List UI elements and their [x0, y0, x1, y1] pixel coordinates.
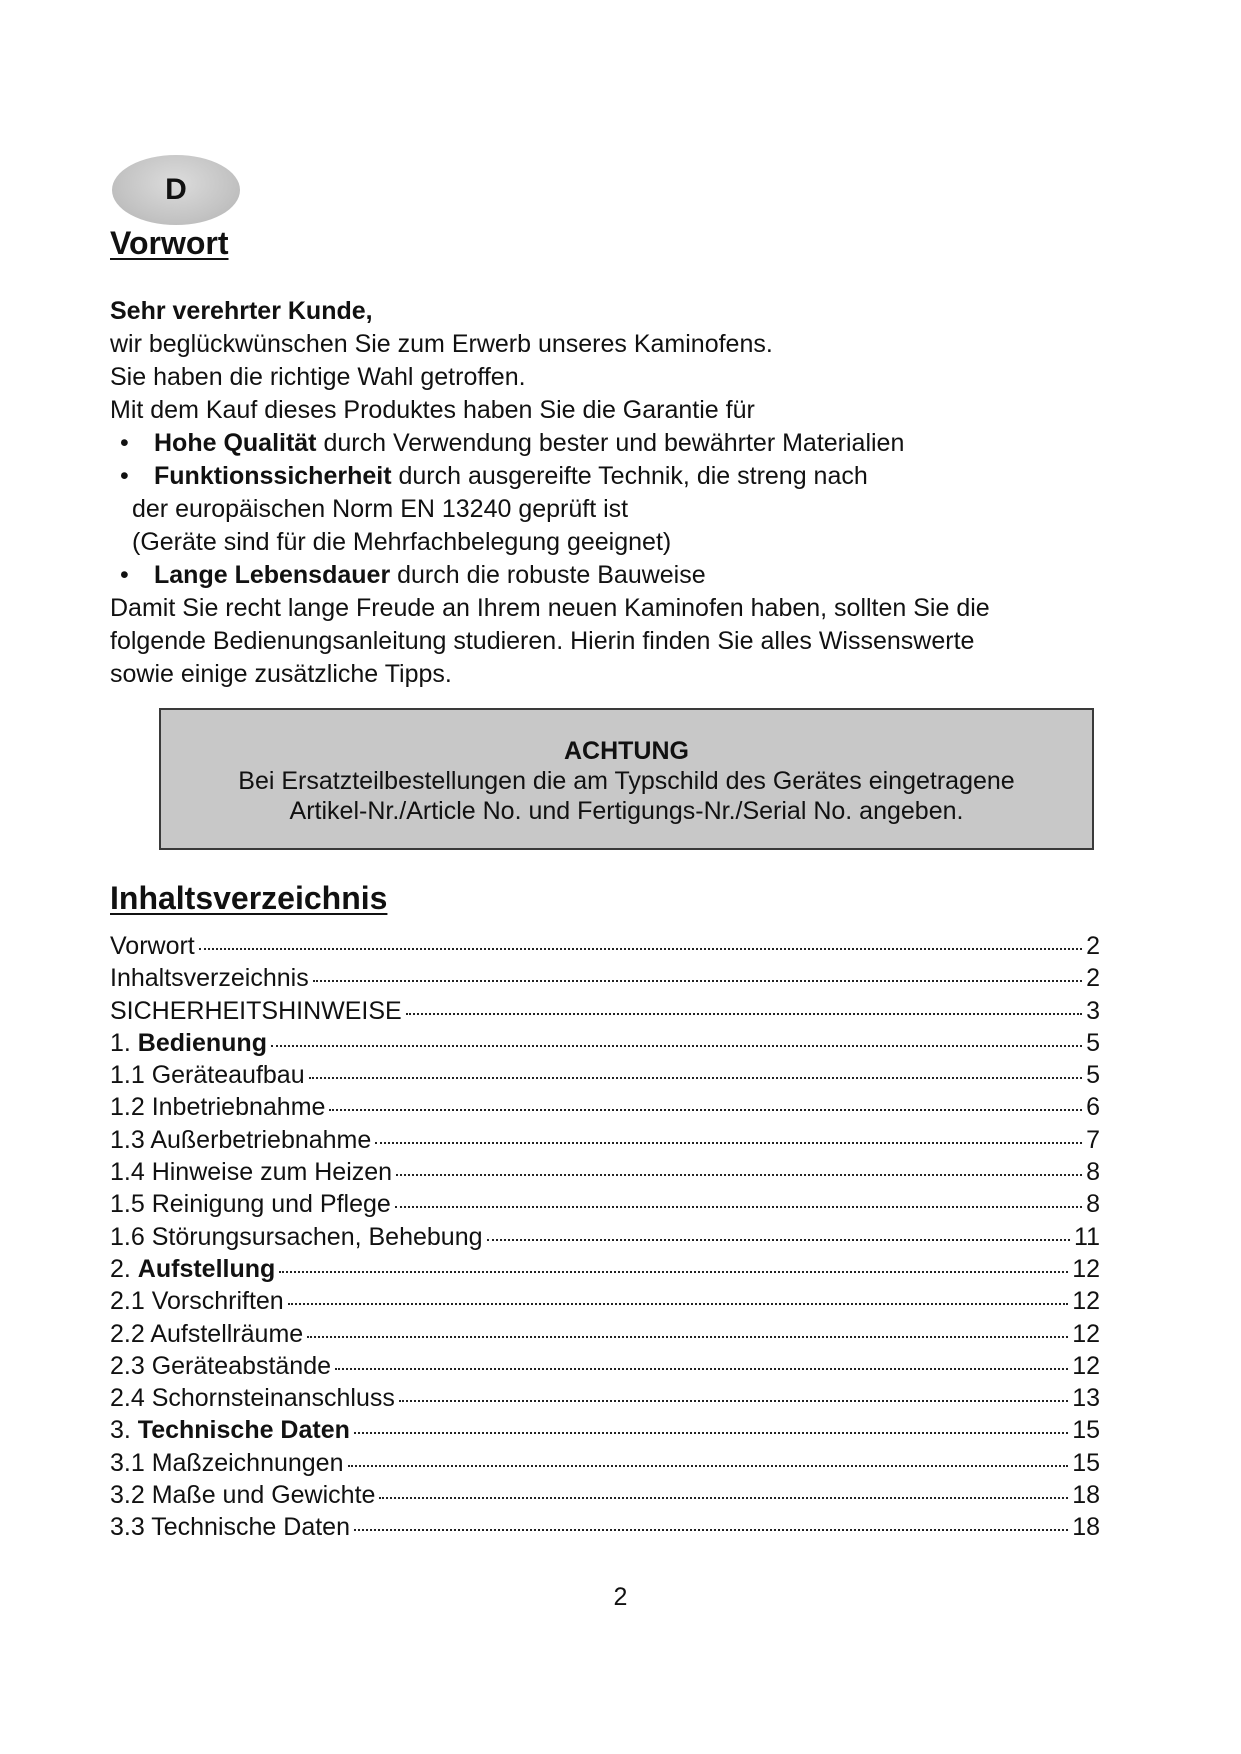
- toc-page: 12: [1072, 1351, 1100, 1380]
- toc-label: [110, 1285, 284, 1317]
- closing-line: Damit Sie recht lange Freude an Ihrem neuen Kaminofen haben, sollten Sie die: [110, 594, 990, 622]
- toc-number: 1.2: [110, 1093, 152, 1122]
- toc-entry: [110, 1285, 1100, 1317]
- toc-page: 12: [1072, 1319, 1100, 1348]
- toc-number: 3.1: [110, 1448, 152, 1477]
- bullet-text: durch ausgereifte Technik, die streng nach: [391, 462, 868, 490]
- toc-entry: [110, 1350, 1100, 1382]
- bullet-bold: Funktionssicherheit: [154, 462, 392, 490]
- toc-label: [110, 1124, 371, 1156]
- toc-leader-dots: [329, 1109, 1082, 1111]
- toc-label: [110, 1188, 391, 1220]
- toc-page: 15: [1072, 1448, 1100, 1477]
- bullet-text: durch Verwendung bester und bewährter Materialien: [316, 429, 905, 457]
- language-badge: [112, 155, 240, 225]
- warning-line: Artikel-Nr./Article No. und Fertigungs-Nr./Serial No. angeben.: [289, 797, 964, 825]
- toc-label: [110, 1318, 303, 1350]
- bullet-item: [110, 427, 1110, 460]
- toc-entry: [110, 1511, 1100, 1543]
- toc-entry: [110, 1447, 1100, 1479]
- toc-page: 18: [1072, 1481, 1100, 1510]
- warning-box: [159, 708, 1094, 850]
- toc-heading: Inhaltsverzeichnis: [110, 880, 388, 916]
- toc-label: [110, 1382, 395, 1414]
- toc-entry: [110, 1027, 1100, 1059]
- toc-leader-dots: [379, 1497, 1068, 1499]
- bullet-icon: •: [120, 429, 129, 457]
- toc-leader-dots: [348, 1465, 1069, 1467]
- toc-entry: [110, 1479, 1100, 1511]
- toc-label: [110, 1447, 344, 1479]
- toc-entry: [110, 1091, 1100, 1123]
- toc-entry: [110, 962, 1100, 994]
- toc-leader-dots: [396, 1174, 1082, 1176]
- toc-number: 1.5: [110, 1190, 152, 1219]
- warning-title: ACHTUNG: [564, 737, 689, 765]
- toc-leader-dots: [313, 980, 1082, 982]
- toc-entry: [110, 1059, 1100, 1091]
- toc-leader-dots: [487, 1239, 1071, 1241]
- toc-title: Inbetriebnahme: [151, 1093, 326, 1122]
- toc-page: 2: [1086, 964, 1100, 993]
- bullet-bold: Lange Lebensdauer: [154, 561, 391, 589]
- warning-line: Bei Ersatzteilbestellungen die am Typschild des Gerätes eingetragene: [238, 767, 1015, 795]
- toc-page: 6: [1086, 1093, 1100, 1122]
- page-number: 2: [613, 1583, 628, 1611]
- toc-page: 8: [1086, 1190, 1100, 1219]
- toc-label: [110, 930, 195, 962]
- toc-title: Maße und Gewichte: [151, 1481, 376, 1510]
- foreword-heading: Vorwort: [110, 225, 229, 261]
- toc-leader-dots: [375, 1142, 1082, 1144]
- toc-page: 3: [1086, 996, 1100, 1025]
- toc-leader-dots: [271, 1045, 1082, 1047]
- toc-entry: [110, 1318, 1100, 1350]
- toc-page: 12: [1072, 1287, 1100, 1316]
- toc-leader-dots: [307, 1336, 1068, 1338]
- toc-leader-dots: [354, 1432, 1068, 1434]
- toc-title: Hinweise zum Heizen: [151, 1158, 393, 1187]
- toc-label: [110, 1027, 267, 1059]
- toc-page: 11: [1074, 1222, 1100, 1251]
- toc-leader-dots: [395, 1206, 1082, 1208]
- bullet-text: durch die robuste Bauweise: [390, 561, 706, 589]
- toc-title: Maßzeichnungen: [151, 1448, 344, 1477]
- toc-entry: [110, 930, 1100, 962]
- toc-title: SICHERHEITSHINWEISE: [110, 996, 402, 1025]
- toc-title: Schornsteinanschluss: [151, 1384, 395, 1413]
- toc-number: 1.4: [110, 1158, 152, 1187]
- toc-title: Inhaltsverzeichnis: [110, 964, 309, 993]
- intro-line: wir beglückwünschen Sie zum Erwerb unseres Kaminofens.: [110, 330, 773, 358]
- bullet-item: [110, 460, 1110, 493]
- toc-leader-dots: [406, 1013, 1082, 1015]
- toc-label: [110, 1221, 483, 1253]
- toc-title: Technische Daten: [151, 1513, 350, 1542]
- toc-number: 3.: [110, 1416, 138, 1445]
- toc-page: 5: [1086, 1028, 1100, 1057]
- toc-entry: [110, 1188, 1100, 1220]
- toc-number: 1.: [110, 1028, 138, 1057]
- toc-leader-dots: [354, 1529, 1068, 1531]
- toc-entry: [110, 1382, 1100, 1414]
- toc-title: Bedienung: [137, 1028, 267, 1057]
- toc-entry: [110, 1221, 1100, 1253]
- toc-title: Außerbetriebnahme: [150, 1125, 372, 1154]
- toc-label: [110, 1059, 305, 1091]
- toc-title: Reinigung und Pflege: [151, 1190, 391, 1219]
- toc-label: [110, 962, 309, 994]
- toc-page: 15: [1072, 1416, 1100, 1445]
- intro-line: Sie haben die richtige Wahl getroffen.: [110, 363, 526, 391]
- toc-label: [110, 995, 402, 1027]
- bullet-continuation: der europäischen Norm EN 13240 geprüft ist: [132, 495, 629, 523]
- toc-leader-dots: [335, 1368, 1068, 1370]
- toc-title: Vorschriften: [151, 1287, 284, 1316]
- toc-number: 2.2: [110, 1319, 151, 1348]
- toc-number: 2.4: [110, 1384, 152, 1413]
- toc-leader-dots: [399, 1400, 1068, 1402]
- toc-title: Geräteaufbau: [151, 1061, 305, 1090]
- toc-leader-dots: [288, 1303, 1068, 1305]
- toc-leader-dots: [199, 948, 1082, 950]
- toc-title: Technische Daten: [137, 1416, 350, 1445]
- toc-entry: [110, 1253, 1100, 1285]
- bullet-bold: Hohe Qualität: [154, 429, 317, 457]
- toc-title: Störungsursachen, Behebung: [151, 1222, 483, 1251]
- toc-label: [110, 1091, 325, 1123]
- toc-number: 2.: [110, 1254, 138, 1283]
- toc-number: 1.6: [110, 1222, 152, 1251]
- toc-entry: [110, 1156, 1100, 1188]
- table-of-contents: [110, 930, 1100, 1544]
- foreword-body: [110, 295, 1110, 691]
- toc-label: [110, 1156, 392, 1188]
- toc-number: 2.1: [110, 1287, 152, 1316]
- closing-line: folgende Bedienungsanleitung studieren. Hierin finden Sie alles Wissenswerte: [110, 627, 975, 655]
- bullet-continuation: (Geräte sind für die Mehrfachbelegung geeignet): [132, 528, 672, 556]
- toc-label: [110, 1479, 375, 1511]
- toc-number: 1.3: [110, 1125, 151, 1154]
- toc-title: Aufstellung: [137, 1254, 276, 1283]
- toc-title: Vorwort: [110, 932, 195, 960]
- toc-leader-dots: [309, 1077, 1082, 1079]
- toc-label: [110, 1414, 350, 1446]
- toc-title: Aufstellräume: [150, 1319, 304, 1348]
- toc-entry: [110, 995, 1100, 1027]
- salutation: Sehr verehrter Kunde,: [110, 297, 373, 325]
- toc-number: 3.2: [110, 1481, 152, 1510]
- toc-page: 18: [1072, 1513, 1100, 1542]
- toc-leader-dots: [279, 1271, 1068, 1273]
- closing-line: sowie einige zusätzliche Tipps.: [110, 660, 452, 688]
- toc-label: [110, 1511, 350, 1543]
- toc-number: 3.3: [110, 1513, 152, 1542]
- toc-label: [110, 1253, 275, 1285]
- toc-page: 2: [1086, 932, 1100, 960]
- toc-title: Geräteabstände: [151, 1351, 331, 1380]
- toc-number: 2.3: [110, 1351, 152, 1380]
- toc-entry: [110, 1414, 1100, 1446]
- toc-label: [110, 1350, 331, 1382]
- toc-page: 13: [1072, 1384, 1100, 1413]
- toc-page: 5: [1086, 1061, 1100, 1090]
- toc-number: 1.1: [110, 1061, 152, 1090]
- language-letter: D: [165, 173, 187, 206]
- bullet-icon: •: [120, 561, 129, 589]
- toc-entry: [110, 1124, 1100, 1156]
- toc-page: 8: [1086, 1158, 1100, 1187]
- intro-line: Mit dem Kauf dieses Produktes haben Sie die Garantie für: [110, 396, 755, 424]
- bullet-icon: •: [120, 462, 129, 490]
- toc-page: 12: [1072, 1254, 1100, 1283]
- bullet-item: [110, 559, 1110, 592]
- toc-page: 7: [1086, 1125, 1100, 1154]
